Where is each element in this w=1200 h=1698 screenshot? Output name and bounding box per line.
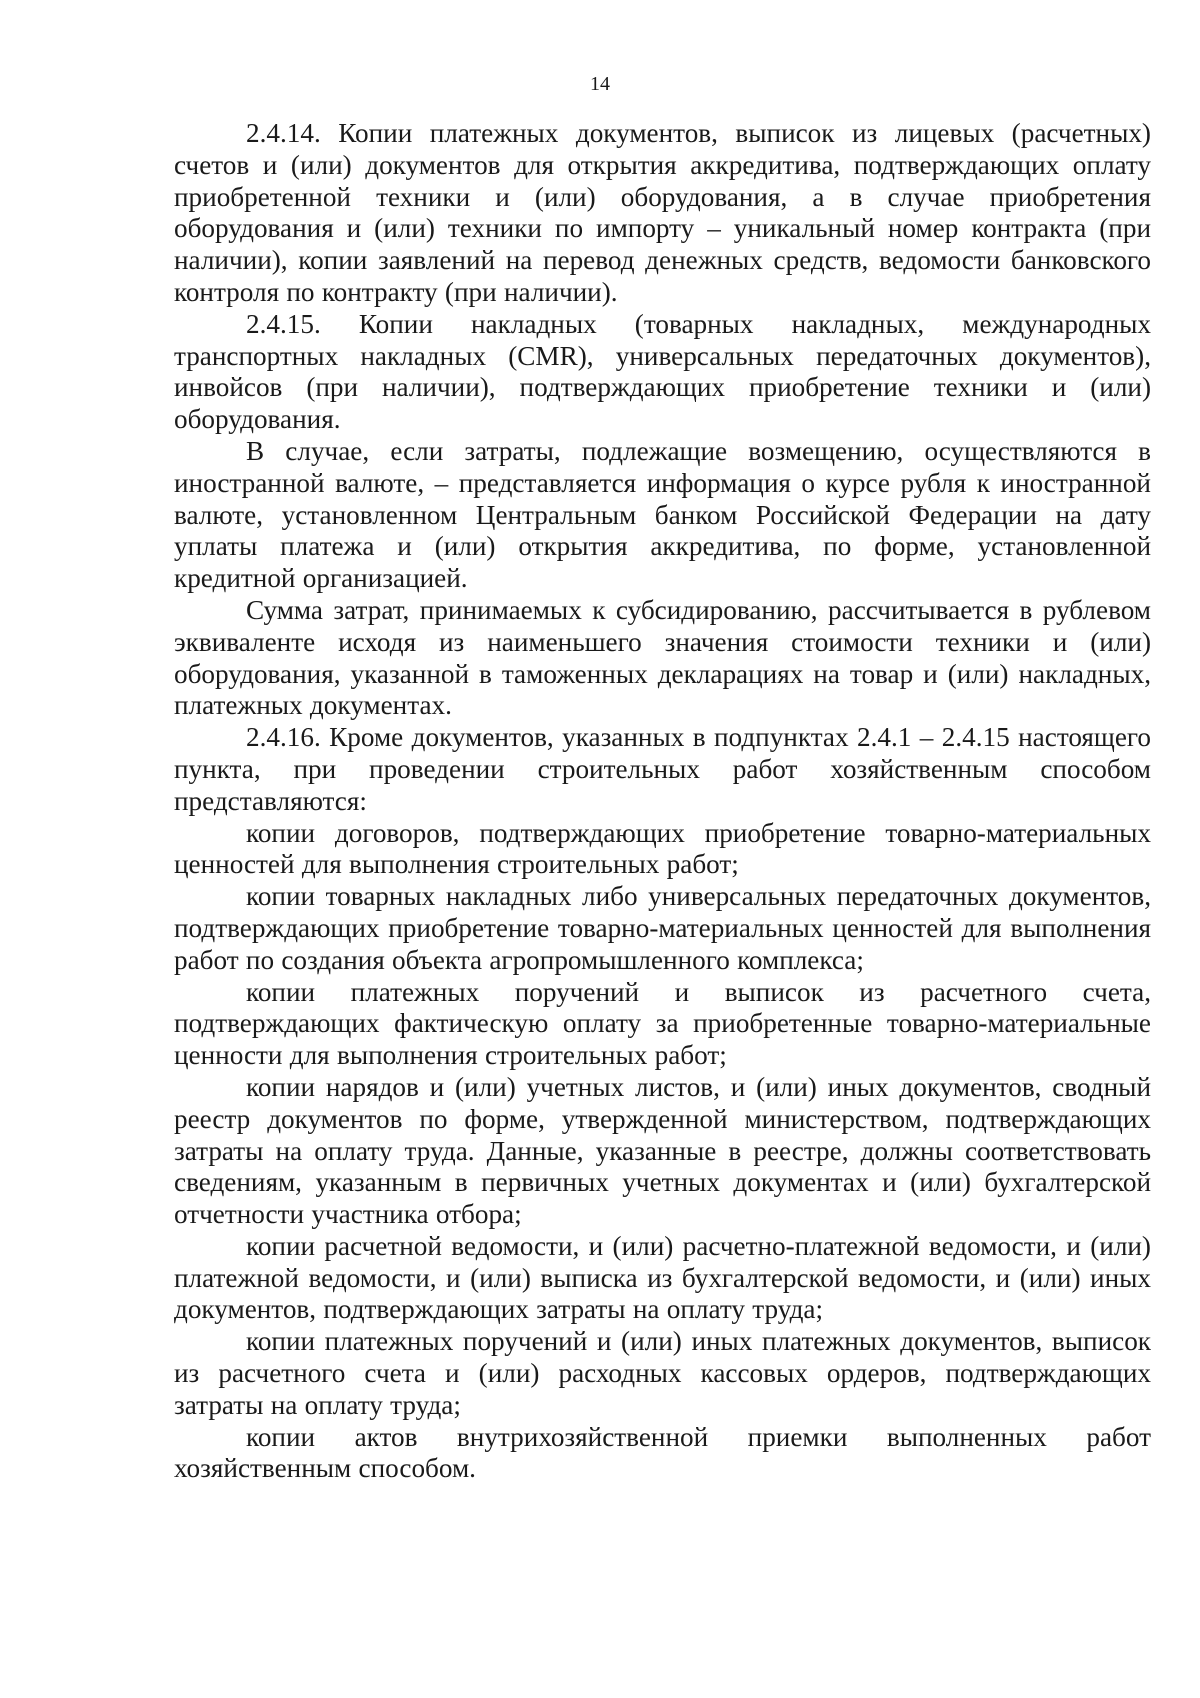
paragraph-2-4-15: 2.4.15. Копии накладных (товарных накладных, международных транспортных накладных (CMR), универсальных передаточных документов), инвойсов (при наличии), подтверждающих приобретение техники и (или) оборудования.: [174, 308, 1151, 435]
paragraph-payment-orders-copies: копии платежных поручений и выписок из расчетного счета, подтверждающих фактическую оплату за приобретенные товарно-материальные ценности для выполнения строительных работ;: [174, 976, 1151, 1071]
paragraph-contracts-copies: копии договоров, подтверждающих приобретение товарно-материальных ценностей для выполнения строительных работ;: [174, 817, 1151, 880]
paragraph-work-orders-copies: копии нарядов и (или) учетных листов, и (или) иных документов, сводный реестр документов по форме, утвержденной министерством, подтверждающих затраты на оплату труда. Данные, указанные в реестре, должны соответствовать сведениям, указанным в первичных учетных документах и (или) бухгалтерской отчетности участника отбора;: [174, 1071, 1151, 1230]
paragraph-acceptance-acts-copies: копии актов внутрихозяйственной приемки выполненных работ хозяйственным способом.: [174, 1421, 1151, 1484]
paragraph-foreign-currency: В случае, если затраты, подлежащие возмещению, осуществляются в иностранной валюте, – представляется информация о курсе рубля к иностранной валюте, установленном Центральным банком Российской Федерации на дату уплаты платежа и (или) открытия аккредитива, по форме, установленной кредитной организацией.: [174, 435, 1151, 594]
paragraph-payroll-copies: копии расчетной ведомости, и (или) расчетно-платежной ведомости, и (или) платежной ведомости, и (или) выписка из бухгалтерской ведомости, и (или) иных документов, подтверждающих затраты на оплату труда;: [174, 1230, 1151, 1325]
paragraph-2-4-16: 2.4.16. Кроме документов, указанных в подпунктах 2.4.1 – 2.4.15 настоящего пункта, при проведении строительных работ хозяйственным способом представляются:: [174, 722, 1151, 816]
paragraph-2-4-14: 2.4.14. Копии платежных документов, выписок из лицевых (расчетных) счетов и (или) документов для открытия аккредитива, подтверждающих оплату приобретенной техники и (или) оборудования, а в случае приобретения оборудования и (или) техники по импорту – уникальный номер контракта (при наличии), копии заявлений на перевод денежных средств, ведомости банковского контроля по контракту (при наличии).: [174, 118, 1151, 307]
paragraph-payment-documents-copies: копии платежных поручений и (или) иных платежных документов, выписок из расчетного счета и (или) расходных кассовых ордеров, подтверждающих затраты на оплату труда;: [174, 1326, 1151, 1420]
paragraph-subsidy-sum: Сумма затрат, принимаемых к субсидированию, рассчитывается в рублевом эквиваленте исходя из наименьшего значения стоимости техники и (или) оборудования, указанной в таможенных декларациях на товар и (или) накладных, платежных документах.: [174, 594, 1151, 721]
page-number: 14: [590, 73, 610, 95]
paragraph-invoices-copies: копии товарных накладных либо универсальных передаточных документов, подтверждающих приобретение товарно-материальных ценностей для выполнения работ по создания объекта агропромышленного комплекса;: [174, 881, 1151, 975]
document-body: [174, 118, 1151, 1485]
